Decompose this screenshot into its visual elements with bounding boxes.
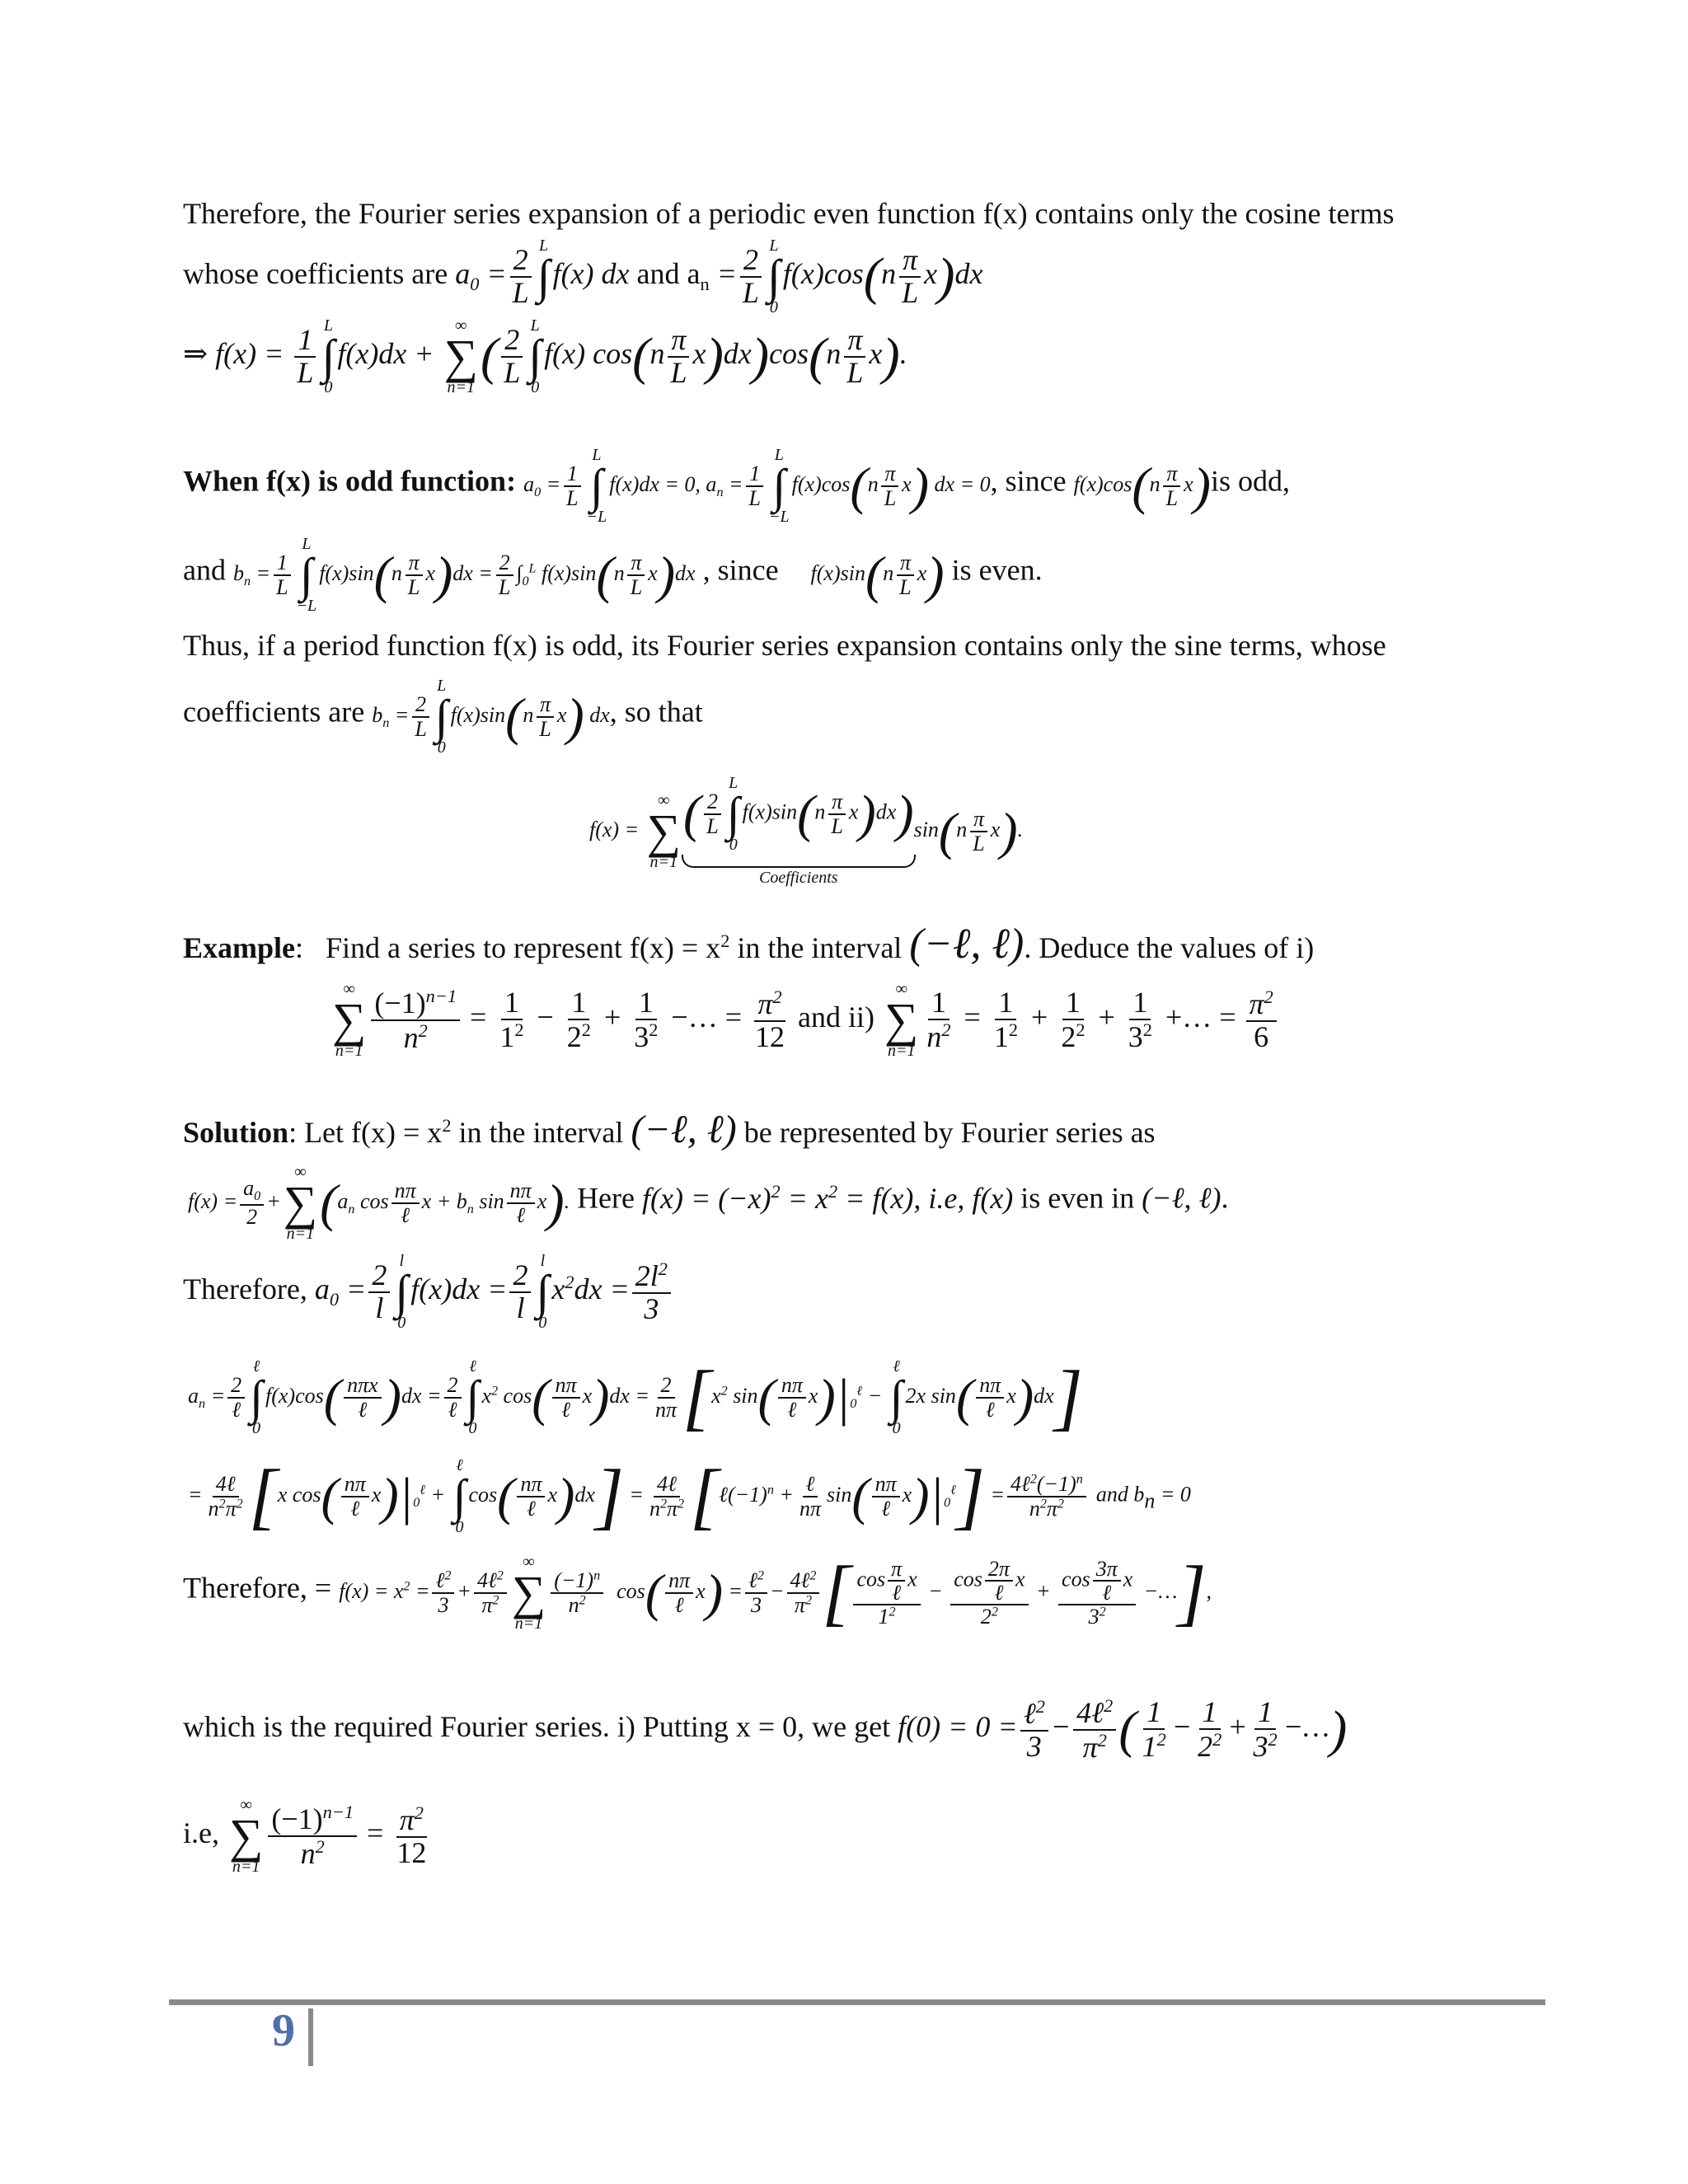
text-span: , so that	[609, 695, 703, 729]
text-span: and b	[1095, 1482, 1145, 1507]
text-span: Find a series to represent f(x) = x	[326, 931, 721, 964]
coefficients-label: Coefficients	[759, 869, 838, 888]
paragraph-line: Therefore, the Fourier series expansion of a periodic even function f(x) contains only the cosine terms	[183, 197, 1395, 230]
text-span: in the interval	[737, 931, 903, 964]
example-line: Example: Find a series to represent $f(x) = x^2$ in the interval (−ℓ, ℓ). Deduce the values of i)	[183, 921, 1315, 968]
text-span: since	[1005, 464, 1067, 498]
text-span: which is the required Fourier series. i) Putting x = 0, we get	[183, 1710, 891, 1744]
text-span: in the interval	[458, 1116, 624, 1149]
fourier-form-line: f(x) = $\frac{a_0}{2}$ + ∞ ∑ n=1 ($a_n$ cos $\frac{n\pi}{\text{ℓ}}$ $x + b_n$ sin $\frac{n\pi}{\text{ℓ}}$ x). Here $f(x) = (-x)^2 = x^2 = f(x)$, i.e, f(x) is even in (−ℓ, ℓ).	[188, 1163, 1229, 1244]
footer-rule	[169, 1999, 1545, 2005]
text-span: , since	[702, 553, 779, 587]
an-continued-line: = $\frac{\text{4ℓ}}{n^2\pi^2}$ [x cos( $\frac{n\pi}{\text{ℓ}}$ $x)|_0^\ell$ + ℓ ∫ 0 cos( $\frac{n\pi}{\text{ℓ}}$ x)dx] = $\frac{\text{4ℓ}}{n^2\pi^2}$ [$\ell(-1)^n$ + $\frac{\text{ℓ}}{n\pi}$ sin( $\frac{n\pi}{\text{ℓ}}$ $x)|_0^\ell$] = $\frac{4\ell^2(-1)^n}{n^2\pi^2}$ and $b_n = 0$	[188, 1455, 1191, 1537]
example-label: Example	[183, 931, 296, 964]
text-span: i.e,	[183, 1816, 219, 1849]
example-series: ∞ ∑ n=1 $\frac{(-1)^{n-1}}{n^2}$ = $\frac{1}{1^2}$ − $\frac{1}{2^2}$ + $\frac{1}{3^2}$ −… = $\frac{\pi^2}{12}$ and ii) ∞ ∑ n=1 $\frac{1}{n^2}$ = $\frac{1}{1^2}$ + $\frac{1}{2^2}$ + $\frac{1}{3^2}$ +… = $\frac{\pi^2}{6}$	[330, 981, 1279, 1059]
even-series-formula: ⇒ f(x) = $\frac{1}{L}$ L ∫ 0 f(x)dx + ∞ ∑ n=1 ( $\frac{2}{L}$ L ∫ 0 f(x) cos(n $\frac{\pi}{L}$ x)dx)cos(n $\frac{\pi}{L}$ x).	[183, 316, 907, 397]
formula-a0: $a_0$ = $\frac{2}{L}$ L ∫ f(x) dx	[455, 237, 630, 309]
text-span: is even in	[1020, 1181, 1135, 1215]
text-span: . Deduce the values of i)	[1024, 931, 1315, 964]
even-coefficients-line: whose coefficients are $a_0$ = $\frac{2}{L}$ L ∫ f(x) dx and $a_n$ = $\frac{2}{L}$ L ∫ 0 f(x)cos(n $\frac{\pi}{L}$ x)dx	[183, 237, 983, 317]
formula-an: = $\frac{2}{L}$ L ∫ 0 f(x)cos(n $\frac{\pi}{L}$ x)dx	[716, 237, 983, 317]
odd-heading: When f(x) is odd function:	[183, 464, 517, 498]
page-number: 9	[272, 2005, 295, 2056]
an-line: $a_n$ = $\frac{2}{\text{ℓ}}$ ℓ ∫ 0 f(x)cos( $\frac{\text{nπx}}{\text{ℓ}}$ )dx = $\frac{2}{\text{ℓ}}$ ℓ ∫ 0 $x^2$ cos( $\frac{n\pi}{\text{ℓ}}$ x)dx = $\frac{2}{n\pi}$ [$x^2$ sin( $\frac{n\pi}{\text{ℓ}}$ $x)|_0^\ell$ − ℓ ∫ 0 2x sin( $\frac{n\pi}{\text{ℓ}}$ x)dx]	[188, 1356, 1083, 1438]
text-span: and a	[636, 256, 701, 290]
a0-line: Therefore, $a_0$ = $\frac{2}{l}$ l ∫ 0 f(x)dx = $\frac{2}{l}$ l ∫ 0 $x^2dx$ = $\frac{2l^2}{3}$	[183, 1253, 673, 1331]
odd-series-formula: f(x) = ∞ ∑ n=1 ( $\frac{2}{L}$ L ∫ 0 f(x)sin(n $\frac{\pi}{L}$ x)dx) Coefficients sin(n $\frac{\pi}{L}$ x).	[589, 774, 1024, 888]
text-span: : Let f(x) = x	[288, 1116, 443, 1149]
text-span: and	[183, 553, 226, 587]
odd-coefficients-line: coefficients are $b_n$ = $\frac{2}{L}$ L ∫ 0 f(x)sin(n $\frac{\pi}{L}$ x) dx, so that	[183, 677, 703, 757]
text-span: Here	[577, 1181, 635, 1215]
text-span: coefficients are	[183, 695, 365, 729]
text-span: be represented by Fourier series as	[743, 1116, 1156, 1149]
solution-line: Solution: Let $f(x) = x^2$ in the interval (−ℓ, ℓ) be represented by Fourier series as	[183, 1108, 1156, 1151]
text-span: is odd,	[1210, 464, 1290, 498]
text-span: Therefore, =	[183, 1571, 332, 1605]
final-series-line: Therefore, = $f(x) = x^2$ = $\frac{\ell^2}{3}$ + $\frac{4\ell^2}{\pi^2}$ ∞ ∑ n=1 $\frac{(-1)^n}{n^2}$ cos( $\frac{n\pi}{\text{ℓ}}$ x) = $\frac{\ell^2}{3}$ − $\frac{4\ell^2}{\pi^2}$ [ cos $\frac{\pi}{\text{ℓ}}$ x $1^2$ − cos $\frac{2\pi}{\text{ℓ}}$ x $2^2$ + cos $\frac{3\pi}{\text{ℓ}}$ x $3^2$ −…],	[183, 1551, 1212, 1633]
solution-label: Solution	[183, 1116, 289, 1149]
text-span: whose coefficients are	[183, 256, 448, 290]
text-span: and ii)	[798, 1000, 875, 1033]
ie-line: i.e, ∞ ∑ n=1 $\frac{(-1)^{n-1}}{n^2}$ = $\frac{\pi^2}{12}$	[183, 1796, 427, 1877]
required-line: which is the required Fourier series. i) Putting x = 0, we get f(0) = 0 = $\frac{\ell^2}{3}$ − $\frac{4\ell^2}{\pi^2}$ ( $\frac{1}{1^2}$ − $\frac{1}{2^2}$ + $\frac{1}{3^2}$ −…)	[183, 1695, 1348, 1764]
text-span: is even.	[951, 553, 1043, 587]
odd-function-line: When f(x) is odd function: $a_0$ = $\frac{1}{L}$ L ∫ −L f(x)dx = 0, $a_n$ = $\frac{1}{L}$ L ∫ −L f(x)cos(n $\frac{\pi}{L}$ x) dx = 0, since f(x)cos(n $\frac{\pi}{L}$ x)is odd,	[183, 446, 1290, 527]
paragraph-line: Thus, if a period function f(x) is odd, its Fourier series expansion contains only the sine terms, whose	[183, 629, 1386, 662]
page-number-separator	[308, 2008, 313, 2066]
text-span: Therefore,	[183, 1272, 307, 1305]
bn-line: and $b_n$ = $\frac{1}{L}$ L ∫ −L f(x)sin(n $\frac{\pi}{L}$ x)dx = $\frac{2}{L}$ $\int_0^L$ f(x)sin(n $\frac{\pi}{L}$ x)dx , since f(x)sin(n $\frac{\pi}{L}$ x) is even.	[183, 535, 1043, 616]
